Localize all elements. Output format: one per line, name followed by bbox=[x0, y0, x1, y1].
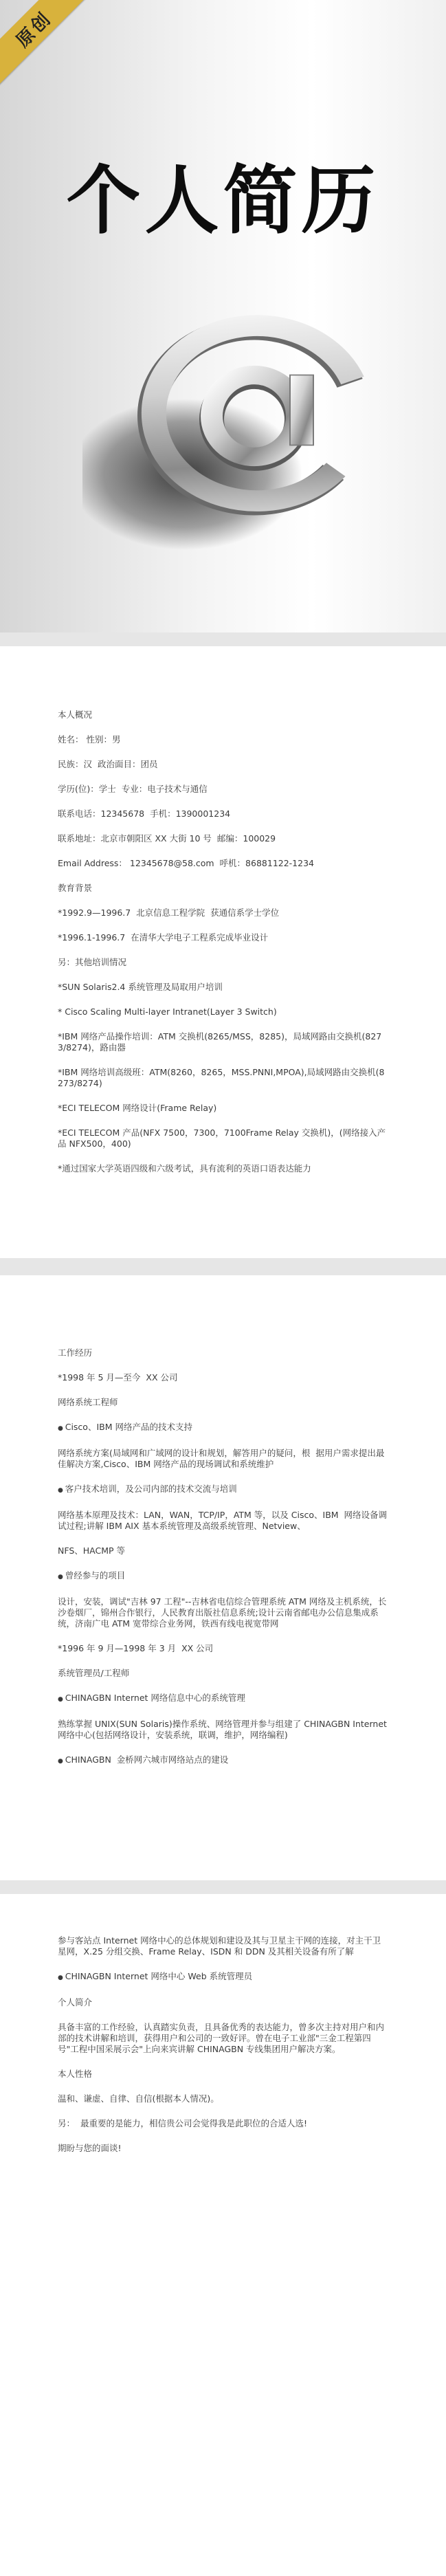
summary-section bbox=[58, 1935, 388, 2168]
text-line: 联系地址：北京市朝阳区 XX 大街 10 号 邮编：100029 bbox=[58, 833, 276, 844]
text-line: *1992.9—1996.7 北京信息工程学院 获通信系学士学位 bbox=[58, 907, 280, 918]
section-heading: 本人概况 bbox=[58, 709, 93, 720]
text-line: 联系电话：12345678 手机：1390001234 bbox=[58, 808, 231, 819]
text-line: *1996.1-1996.7 在清华大学电子工程系完成毕业设计 bbox=[58, 932, 269, 943]
text-line: 系统管理员/工程师 bbox=[58, 1668, 130, 1678]
section-heading: 教育背景 bbox=[58, 883, 93, 893]
bullet-item: ● CHINAGBN Internet 网络信息中心的系统管理 bbox=[58, 1693, 388, 1705]
text-line: 设计，安装，调试"吉林 97 工程"--吉林省电信综合管理系统 ATM 网络及主机系统，长沙卷烟厂，锦州合作银行，人民教育出版社信息系统;设计云南省邮电办公信息集成系统，济南广电 ATM 宽带综合业务网，铁西有线电视宽带网 bbox=[58, 1596, 387, 1629]
text-line: *ECI TELECOM 产品(NFX 7500，7300，7100Frame Relay 交换机)，(网络接入产品 NFX500，400) bbox=[58, 1127, 386, 1149]
bullet-item: ● CHINAGBN 金桥网六城市网络站点的建设 bbox=[58, 1754, 388, 1767]
text-line: *ECI TELECOM 网络设计(Frame Relay) bbox=[58, 1103, 217, 1113]
text-line: *IBM 网络培训高级班：ATM(8260，8265，MSS.PNNI,MPOA),局域网路由交换机(8273/8274) bbox=[58, 1067, 385, 1088]
text-line: *1998 年 5 月—至今 XX 公司 bbox=[58, 1372, 178, 1383]
resume-page-3 bbox=[0, 1894, 446, 2576]
bullet-item: ● 曾经参与的项目 bbox=[58, 1570, 388, 1583]
text-line: *通过国家大学英语四级和六级考试，具有流利的英语口语表达能力 bbox=[58, 1163, 311, 1174]
bullet-item: ● Cisco、IBM 网络产品的技术支持 bbox=[58, 1422, 388, 1434]
text-line: 另： 最重要的是能力，相信贵公司会觉得我是此职位的合适人选! bbox=[58, 2118, 307, 2128]
text-line: 熟练掌握 UNIX(SUN Solaris)操作系统、网络管理并参与组建了 CHINAGBN Internet 网络中心(包括网络设计，安装系统，联调，维护，网络编程) bbox=[58, 1719, 390, 1740]
bullet-item: ● 客户技术培训，及公司内部的技术交流与培训 bbox=[58, 1484, 388, 1496]
text-line: *1996 年 9 月—1998 年 3 月 XX 公司 bbox=[58, 1643, 214, 1653]
text-line: *IBM 网络产品操作培训：ATM 交换机(8265/MSS，8285)，局域网路由交换机(8273/8274)，路由器 bbox=[58, 1031, 382, 1053]
section-heading: 个人简介 bbox=[58, 1997, 93, 2007]
text-line: 温和、谦虚、自律、自信(根据本人情况)。 bbox=[58, 2093, 219, 2104]
text-line: 期盼与您的面谈! bbox=[58, 2143, 122, 2153]
profile-section bbox=[58, 709, 388, 1188]
cover-title: 个人简历 bbox=[66, 158, 380, 244]
text-line: 具备丰富的工作经验，认真踏实负责，且具备优秀的表达能力，曾多次主持对用户和内部的技术讲解和培训，获得用户和公司的一致好评。曾在电子工业部"三金工程第四号"工程中国采展示会"上向来宾讲解 CHINAGBN 专线集团用户解决方案。 bbox=[58, 2022, 385, 2054]
text-line: *SUN Solaris2.4 系统管理及局取用户培训 bbox=[58, 982, 223, 992]
text-line: 参与客站点 Internet 网络中心的总体规划和建设及其与卫星主干网的连接，对主干卫星网，X.25 分组交换、Frame Relay、ISDN 和 DDN 及其相关设备有所了解 bbox=[58, 1935, 381, 1957]
work-history-section bbox=[58, 1347, 388, 1781]
text-line: NFS、HACMP 等 bbox=[58, 1545, 126, 1556]
section-heading: 本人性格 bbox=[58, 2069, 93, 2079]
section-heading: 工作经历 bbox=[58, 1347, 93, 1358]
text-line: 姓名： 性别：男 bbox=[58, 734, 121, 745]
text-line: 网络系统方案(局域网和广域网的设计和规划，解答用户的疑问，根 据用户需求提出最佳解决方案,Cisco、IBM 网络产品的现场调试和系统维护 bbox=[58, 1448, 385, 1469]
text-line: 网络系统工程师 bbox=[58, 1397, 118, 1407]
original-badge bbox=[0, 0, 93, 88]
text-line: * Cisco Scaling Multi-layer Intranet(Layer 3 Switch) bbox=[58, 1006, 277, 1017]
resume-page-1 bbox=[0, 646, 446, 1258]
cover-page bbox=[0, 0, 446, 632]
text-line: 网络基本原理及技术：LAN，WAN，TCP/IP，ATM 等，以及 Cisco、IBM 网络设备调试过程;讲解 IBM AIX 基本系统管理及高级系统管理、Netview、 bbox=[58, 1510, 388, 1531]
text-line: Email Address： 12345678@58.com 呼机：86881122-1234 bbox=[58, 858, 314, 868]
text-line: 另：其他培训情况 bbox=[58, 957, 127, 967]
bullet-item: ● CHINAGBN Internet 网络中心 Web 系统管理员 bbox=[58, 1971, 388, 1983]
text-line: 民族：汉 政治面目：团员 bbox=[58, 759, 158, 769]
text-line: 学历(位)：学士 专业：电子技术与通信 bbox=[58, 784, 208, 794]
badge-label: 原创 bbox=[12, 7, 56, 52]
resume-page-2 bbox=[0, 1275, 446, 1880]
at-symbol-icon bbox=[82, 296, 399, 571]
at-symbol-graphic bbox=[82, 296, 399, 571]
